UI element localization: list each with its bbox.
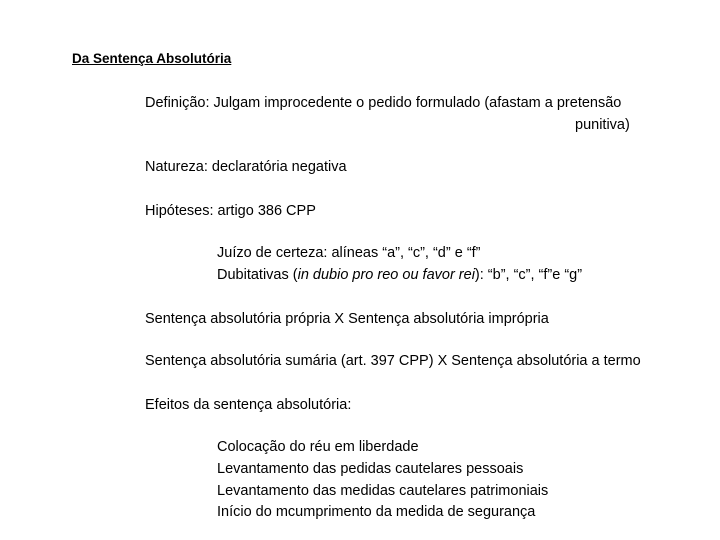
dubitativas-suffix: ): “b”, “c”, “f”e “g” [474,267,583,283]
dubitativas-italic: in dubio pro reo ou favor rei [297,267,475,283]
efeito-item-2: Levantamento das pedidas cautelares pessoais [217,461,524,477]
efeito-item-3: Levantamento das medidas cautelares patrimoniais [217,483,549,499]
dubitativas-prefix: Dubitativas ( [217,267,298,283]
hipoteses-label: Hipóteses: artigo 386 CPP [145,203,316,219]
sumaria-text: Sentença absolutória sumária (art. 397 CPP) X Sentença absolutória a termo [145,353,641,369]
page-title: Da Sentença Absolutória [72,51,232,66]
definicao-line-1: Definição: Julgam improcedente o pedido formulado (afastam a pretensão [145,95,622,111]
natureza-text: Natureza: declaratória negativa [145,159,347,175]
certeza-text: Juízo de certeza: alíneas “a”, “c”, “d” e “f” [217,245,481,261]
efeitos-label: Efeitos da sentença absolutória: [145,397,352,413]
propria-text: Sentença absolutória própria X Sentença absolutória imprópria [145,311,549,327]
dubitativas-text [217,266,582,284]
efeito-item-1: Colocação do réu em liberdade [217,439,419,455]
definicao-line-2: punitiva) [575,117,630,133]
efeito-item-4: Início do mcumprimento da medida de segurança [217,504,536,520]
